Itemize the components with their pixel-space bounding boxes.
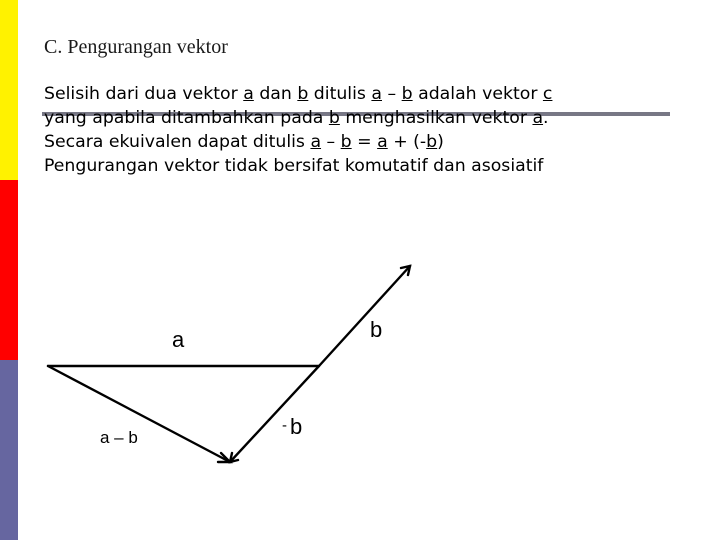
vector-c: c: [542, 84, 553, 104]
vector-b: b: [426, 132, 438, 152]
vector-b: b: [328, 108, 340, 128]
body-line-4: Pengurangan vektor tidak bersifat komutatif dan asosiatif: [44, 156, 544, 176]
label-a: a: [172, 327, 185, 352]
body-line-2: yang apabila ditambahkan pada b menghasilkan vektor a.: [44, 108, 549, 128]
vector-a-minus-b-arrow: [48, 366, 230, 462]
label-neg-b-letter: b: [290, 414, 303, 439]
vector-a: a: [532, 108, 544, 128]
body-line-1: Selisih dari dua vektor a dan b ditulis a – b adalah vektor c: [44, 84, 553, 104]
vector-b-arrow: [319, 266, 410, 366]
label-neg-b: [282, 414, 302, 440]
vector-a: a: [310, 132, 322, 152]
vector-b: b: [340, 132, 352, 152]
vector-a: a: [377, 132, 388, 152]
vector-b: b: [297, 84, 309, 104]
vector-a: a: [243, 84, 254, 104]
vector-b: b: [401, 84, 413, 104]
label-b: b: [370, 317, 383, 342]
label-a-minus-b: a – b: [100, 428, 138, 447]
vector-neg-b-arrow: [230, 366, 319, 462]
label-neg-b-sign: -: [282, 417, 287, 434]
body-line-3: Secara ekuivalen dapat ditulis a – b = a + (-b): [44, 132, 444, 152]
slide-title: C. Pengurangan vektor: [44, 36, 228, 58]
vector-a: a: [371, 84, 382, 104]
